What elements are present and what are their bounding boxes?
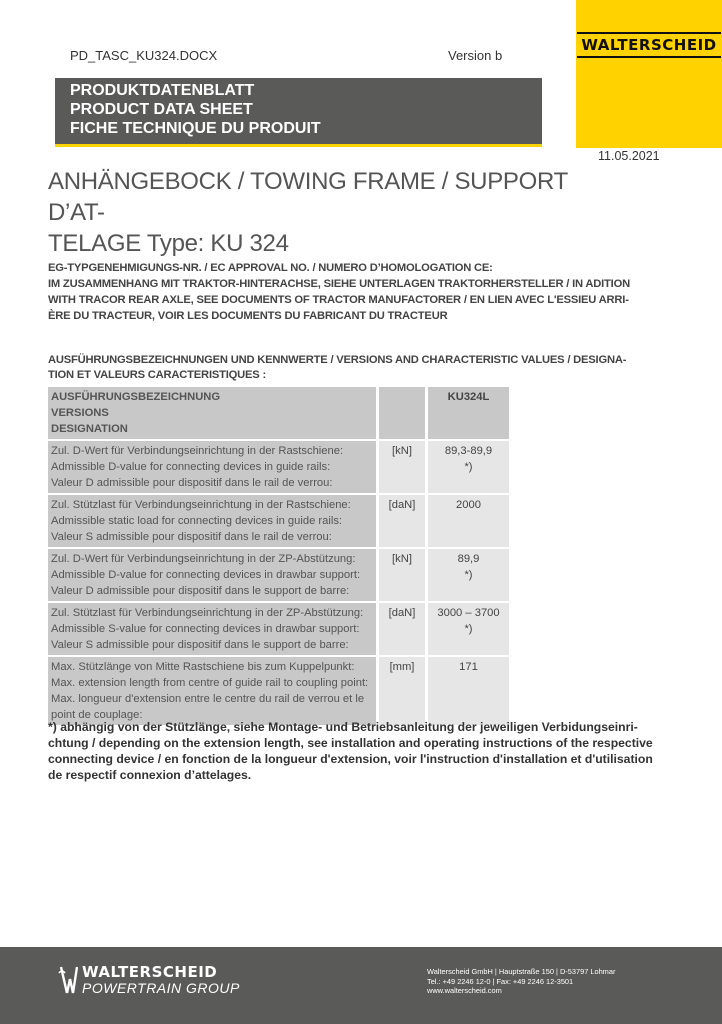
- desc-line: Valeur S admissible pour dispositif dans le support de barre:: [51, 639, 349, 651]
- footnote: [48, 719, 678, 783]
- title-line-fr: FICHE TECHNIQUE DU PRODUIT: [70, 120, 321, 137]
- value-line: 2000: [456, 499, 481, 511]
- desc-line: Admissible D-value for connecting devices in guide rails:: [51, 461, 331, 473]
- row-description: [48, 603, 376, 655]
- logo-text: WALTERSCHEID: [577, 32, 720, 58]
- row-value: [425, 495, 509, 547]
- page-footer: [0, 947, 722, 1024]
- row-description: [48, 549, 376, 601]
- footer-group: POWERTRAIN GROUP: [82, 980, 240, 996]
- logo-block: [576, 0, 722, 148]
- approval-line-4: ÈRE DU TRACTEUR, VOIR LES DOCUMENTS DU FABRICANT DU TRACTEUR: [48, 310, 448, 322]
- header-version-cell: KU324L: [425, 387, 509, 439]
- header-designation-cell: [48, 387, 376, 439]
- table-row: [48, 657, 509, 725]
- versions-heading: [48, 353, 658, 383]
- address-line-2: Tel.: +49 2246 12-0 | Fax: +49 2246 12-3501: [427, 976, 574, 986]
- desc-line: Valeur D admissible pour dispositif dans le support de barre:: [51, 585, 350, 597]
- desc-line: Zul. Stützlast für Verbindungseinrichtung in der ZP-Abstützung:: [51, 607, 364, 619]
- row-description: [48, 495, 376, 547]
- title-band: [55, 78, 542, 147]
- row-description: [48, 441, 376, 493]
- document-id: PD_TASC_KU324.DOCX: [70, 48, 218, 63]
- approval-line-1: EG-TYPGENEHMIGUNGS-NR. / EC APPROVAL NO. / NUMERO D’HOMOLOGATION CE:: [48, 262, 493, 274]
- versions-heading-line-2: TION ET VALEURS CARACTERISTIQUES :: [48, 369, 266, 381]
- row-unit: [kN]: [376, 441, 425, 493]
- desc-line: point de couplage:: [51, 709, 143, 721]
- row-value: [425, 441, 509, 493]
- row-value: [425, 657, 509, 725]
- approval-line-2: IM ZUSAMMENHANG MIT TRAKTOR-HINTERACHSE, SIEHE UNTERLAGEN TRAKTORHERSTELLER / IN ADITION: [48, 278, 630, 290]
- footnote-marker: *): [464, 569, 473, 581]
- versions-heading-line-1: AUSFÜHRUNGSBEZEICHNUNGEN UND KENNWERTE / VERSIONS AND CHARACTERISTIC VALUES / DESIGNA-: [48, 354, 627, 366]
- desc-line: Admissible S-value for connecting devices in drawbar support:: [51, 623, 360, 635]
- row-unit: [kN]: [376, 549, 425, 601]
- header-desc-de: AUSFÜHRUNGSBEZEICHNUNG: [51, 391, 221, 403]
- row-description: [48, 657, 376, 725]
- table-row: [48, 603, 509, 655]
- main-title-line-2: TELAGE Type: KU 324: [48, 230, 289, 257]
- desc-line: Zul. Stützlast für Verbindungseinrichtung in der Rastschiene:: [51, 499, 351, 511]
- table-header-row: [48, 387, 509, 439]
- footer-brand: WALTERSCHEID: [82, 963, 218, 981]
- table-row: [48, 549, 509, 601]
- version-label: Version b: [448, 48, 503, 63]
- address-line-1: Walterscheid GmbH | Hauptstraße 150 | D-53797 Lohmar: [427, 967, 616, 976]
- desc-line: Valeur S admissible pour dispositif dans le rail de verrou:: [51, 531, 332, 543]
- walterscheid-w-icon: [58, 965, 78, 995]
- footnote-line-4: de respectif connexion d’attelages.: [48, 768, 252, 782]
- desc-line: Max. extension length from centre of guide rail to coupling point:: [51, 677, 369, 689]
- footnote-marker: *): [464, 461, 473, 473]
- desc-line: Valeur D admissible pour dispositif dans le rail de verrou:: [51, 477, 333, 489]
- desc-line: Max. Stützlänge von Mitte Rastschiene bis zum Kuppelpunkt:: [51, 661, 355, 673]
- footnote-line-1: *) abhängig von der Stützlänge, siehe Montage- und Betriebsanleitung der jeweiligen Verbidungseinri-: [48, 720, 638, 734]
- footer-logo: [58, 963, 240, 996]
- value-line: 89,3-89,9: [444, 445, 493, 457]
- title-line-de: PRODUKTDATENBLATT: [70, 82, 255, 99]
- walterscheid-logo: [576, 28, 722, 62]
- footnote-line-3: connecting device / en fonction de la longueur d'extension, voir l'instruction d'installation et d'utilisation: [48, 752, 653, 766]
- row-unit: [mm]: [376, 657, 425, 725]
- value-line: 3000 – 3700: [437, 607, 500, 619]
- value-line: 171: [459, 661, 478, 673]
- header-desc-fr: DESIGNATION: [51, 423, 128, 435]
- desc-line: Admissible D-value for connecting devices in drawbar support:: [51, 569, 361, 581]
- row-value: [425, 549, 509, 601]
- desc-line: Admissible static load for connecting devices in guide rails:: [51, 515, 343, 527]
- specifications-table: [48, 385, 509, 727]
- website-link[interactable]: www.walterscheid.com: [427, 986, 502, 995]
- footnote-line-2: chtung / depending on the extension length, see installation and operating instructions of the respective: [48, 736, 653, 750]
- table-row: [48, 441, 509, 493]
- main-title-line-1: ANHÄNGEBOCK / TOWING FRAME / SUPPORT D’AT-: [48, 168, 568, 226]
- document-date: 11.05.2021: [598, 149, 660, 163]
- desc-line: Zul. D-Wert für Verbindungseinrichtung in der Rastschiene:: [51, 445, 344, 457]
- footnote-marker: *): [464, 623, 473, 635]
- value-line: 89,9: [457, 553, 480, 565]
- main-title: [48, 166, 628, 259]
- row-value: [425, 603, 509, 655]
- desc-line: Zul. D-Wert für Verbindungseinrichtung in der ZP-Abstützung:: [51, 553, 356, 565]
- footer-address: [427, 967, 615, 996]
- header-unit-cell: [376, 387, 425, 439]
- title-line-en: PRODUCT DATA SHEET: [70, 101, 253, 118]
- approval-section: [48, 260, 668, 324]
- approval-line-3: WITH TRACOR REAR AXLE, SEE DOCUMENTS OF TRACTOR MANUFACTORER / EN LIEN AVEC L'ESSIEU ARRI-: [48, 294, 629, 306]
- table-row: [48, 495, 509, 547]
- header-desc-en: VERSIONS: [51, 407, 109, 419]
- row-unit: [daN]: [376, 495, 425, 547]
- desc-line: Max. longueur d'extension entre le centre du rail de verrou et le: [51, 693, 365, 705]
- row-unit: [daN]: [376, 603, 425, 655]
